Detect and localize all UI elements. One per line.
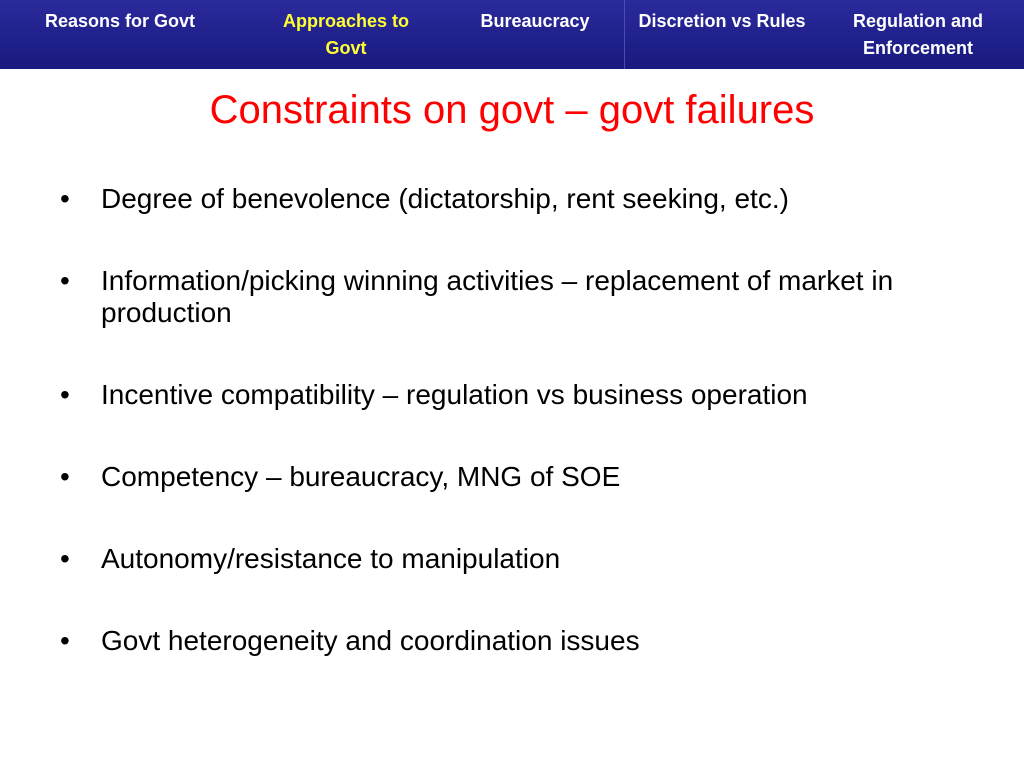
nav-item-approaches-to-govt[interactable] (262, 0, 430, 69)
bullet-icon: • (60, 379, 70, 410)
bullet-icon: • (60, 543, 70, 574)
nav-item-label: Approaches to Govt (282, 11, 410, 58)
nav-item-label: Regulation and Enforcement (853, 11, 983, 58)
bullet-text: Degree of benevolence (dictatorship, rent seeking, etc.) (101, 183, 789, 214)
nav-item-regulation-and-enforcement[interactable] (820, 0, 1016, 69)
bullet-icon: • (60, 183, 70, 214)
bullet-text: Autonomy/resistance to manipulation (101, 543, 561, 574)
nav-item-label: Discretion vs Rules (638, 11, 806, 31)
nav-divider (624, 0, 625, 69)
bullet-text: Competency – bureaucracy, MNG of SOE (101, 461, 621, 492)
nav-item-reasons-for-govt[interactable] (10, 0, 230, 69)
bullet-icon: • (60, 265, 70, 296)
nav-item-discretion-vs-rules[interactable] (638, 0, 806, 69)
bullet-text: Govt heterogeneity and coordination issues (101, 625, 640, 656)
nav-item-bureaucracy[interactable] (456, 0, 614, 69)
nav-item-label: Bureaucracy (480, 11, 590, 31)
section-nav-bar (0, 0, 1024, 69)
nav-item-label: Reasons for Govt (44, 11, 196, 31)
bullet-text: Information/picking winning activities – replacement of market in production (101, 265, 894, 328)
bullet-icon: • (60, 461, 70, 492)
slide-title: Constraints on govt – govt failures (209, 88, 815, 132)
bullet-icon: • (60, 625, 70, 656)
bullet-text: Incentive compatibility – regulation vs business operation (101, 379, 808, 410)
